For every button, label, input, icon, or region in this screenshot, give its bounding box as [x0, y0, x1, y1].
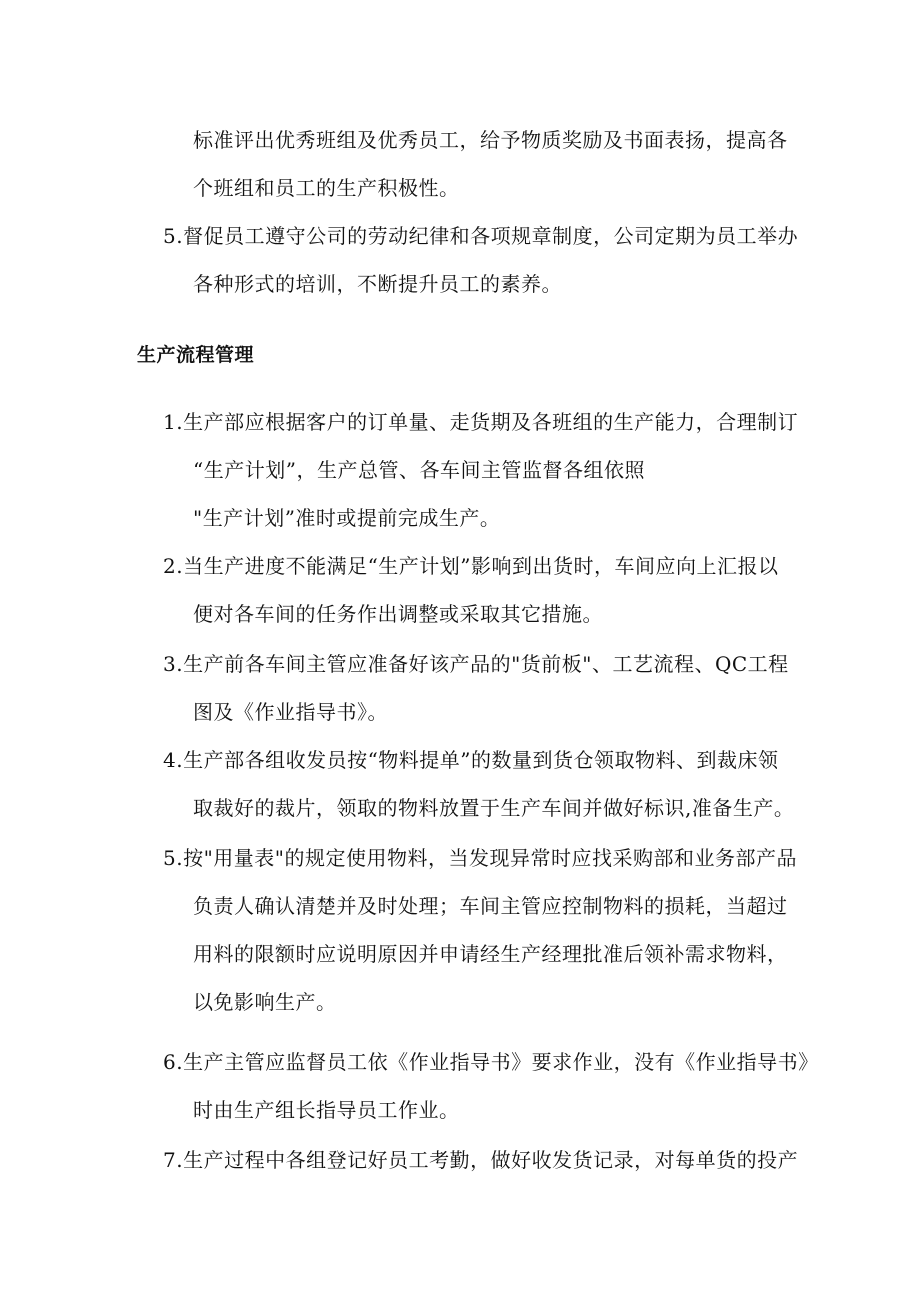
list-item-line: 图及《作业指导书》。 — [193, 700, 388, 724]
list-item-line: “生产计划”，生产总管、各车间主管监督各组依照 — [193, 458, 645, 482]
list-item-line: 7.生产过程中各组登记好员工考勤，做好收发货记录，对每单货的投产 — [163, 1148, 799, 1172]
list-item-line: 以免影响生产。 — [193, 990, 337, 1014]
list-item-line: 用料的限额时应说明原因并申请经生产经理批准后领补需求物料， — [193, 942, 788, 966]
intro-line: 5.督促员工遵守公司的劳动纪律和各项规章制度，公司定期为员工举办 — [163, 224, 799, 248]
list-item-line: "生产计划”准时或提前完成生产。 — [193, 506, 501, 530]
list-item-line: 5.按"用量表"的规定使用物料，当发现异常时应找采购部和业务部产品 — [163, 846, 797, 870]
list-item-line: 负责人确认清楚并及时处理；车间主管应控制物料的损耗，当超过 — [193, 894, 788, 918]
list-item-line: 取裁好的裁片，领取的物料放置于生产车间并做好标识,准备生产。 — [193, 796, 795, 820]
list-item-line: 3.生产前各车间主管应准备好该产品的"货前板"、工艺流程、QC工程 — [163, 652, 789, 676]
list-item-line: 1.生产部应根据客户的订单量、走货期及各班组的生产能力，合理制订 — [163, 410, 799, 434]
list-item-line: 2.当生产进度不能满足“生产计划”影响到出货时，车间应向上汇报以 — [163, 554, 779, 578]
list-item-line: 6.生产主管应监督员工依《作业指导书》要求作业，没有《作业指导书》 — [163, 1050, 819, 1074]
intro-line: 各种形式的培训，不断提升员工的素养。 — [193, 272, 562, 296]
list-item-line: 时由生产组长指导员工作业。 — [193, 1098, 460, 1122]
section-title: 生产流程管理 — [137, 344, 255, 366]
list-item-line: 便对各车间的任务作出调整或采取其它措施。 — [193, 602, 603, 626]
intro-line: 个班组和员工的生产积极性。 — [193, 176, 460, 200]
list-item-line: 4.生产部各组收发员按“物料提单”的数量到货仓领取物料、到裁床领 — [163, 748, 779, 772]
intro-line: 标准评出优秀班组及优秀员工，给予物质奖励及书面表扬，提高各 — [193, 128, 788, 152]
